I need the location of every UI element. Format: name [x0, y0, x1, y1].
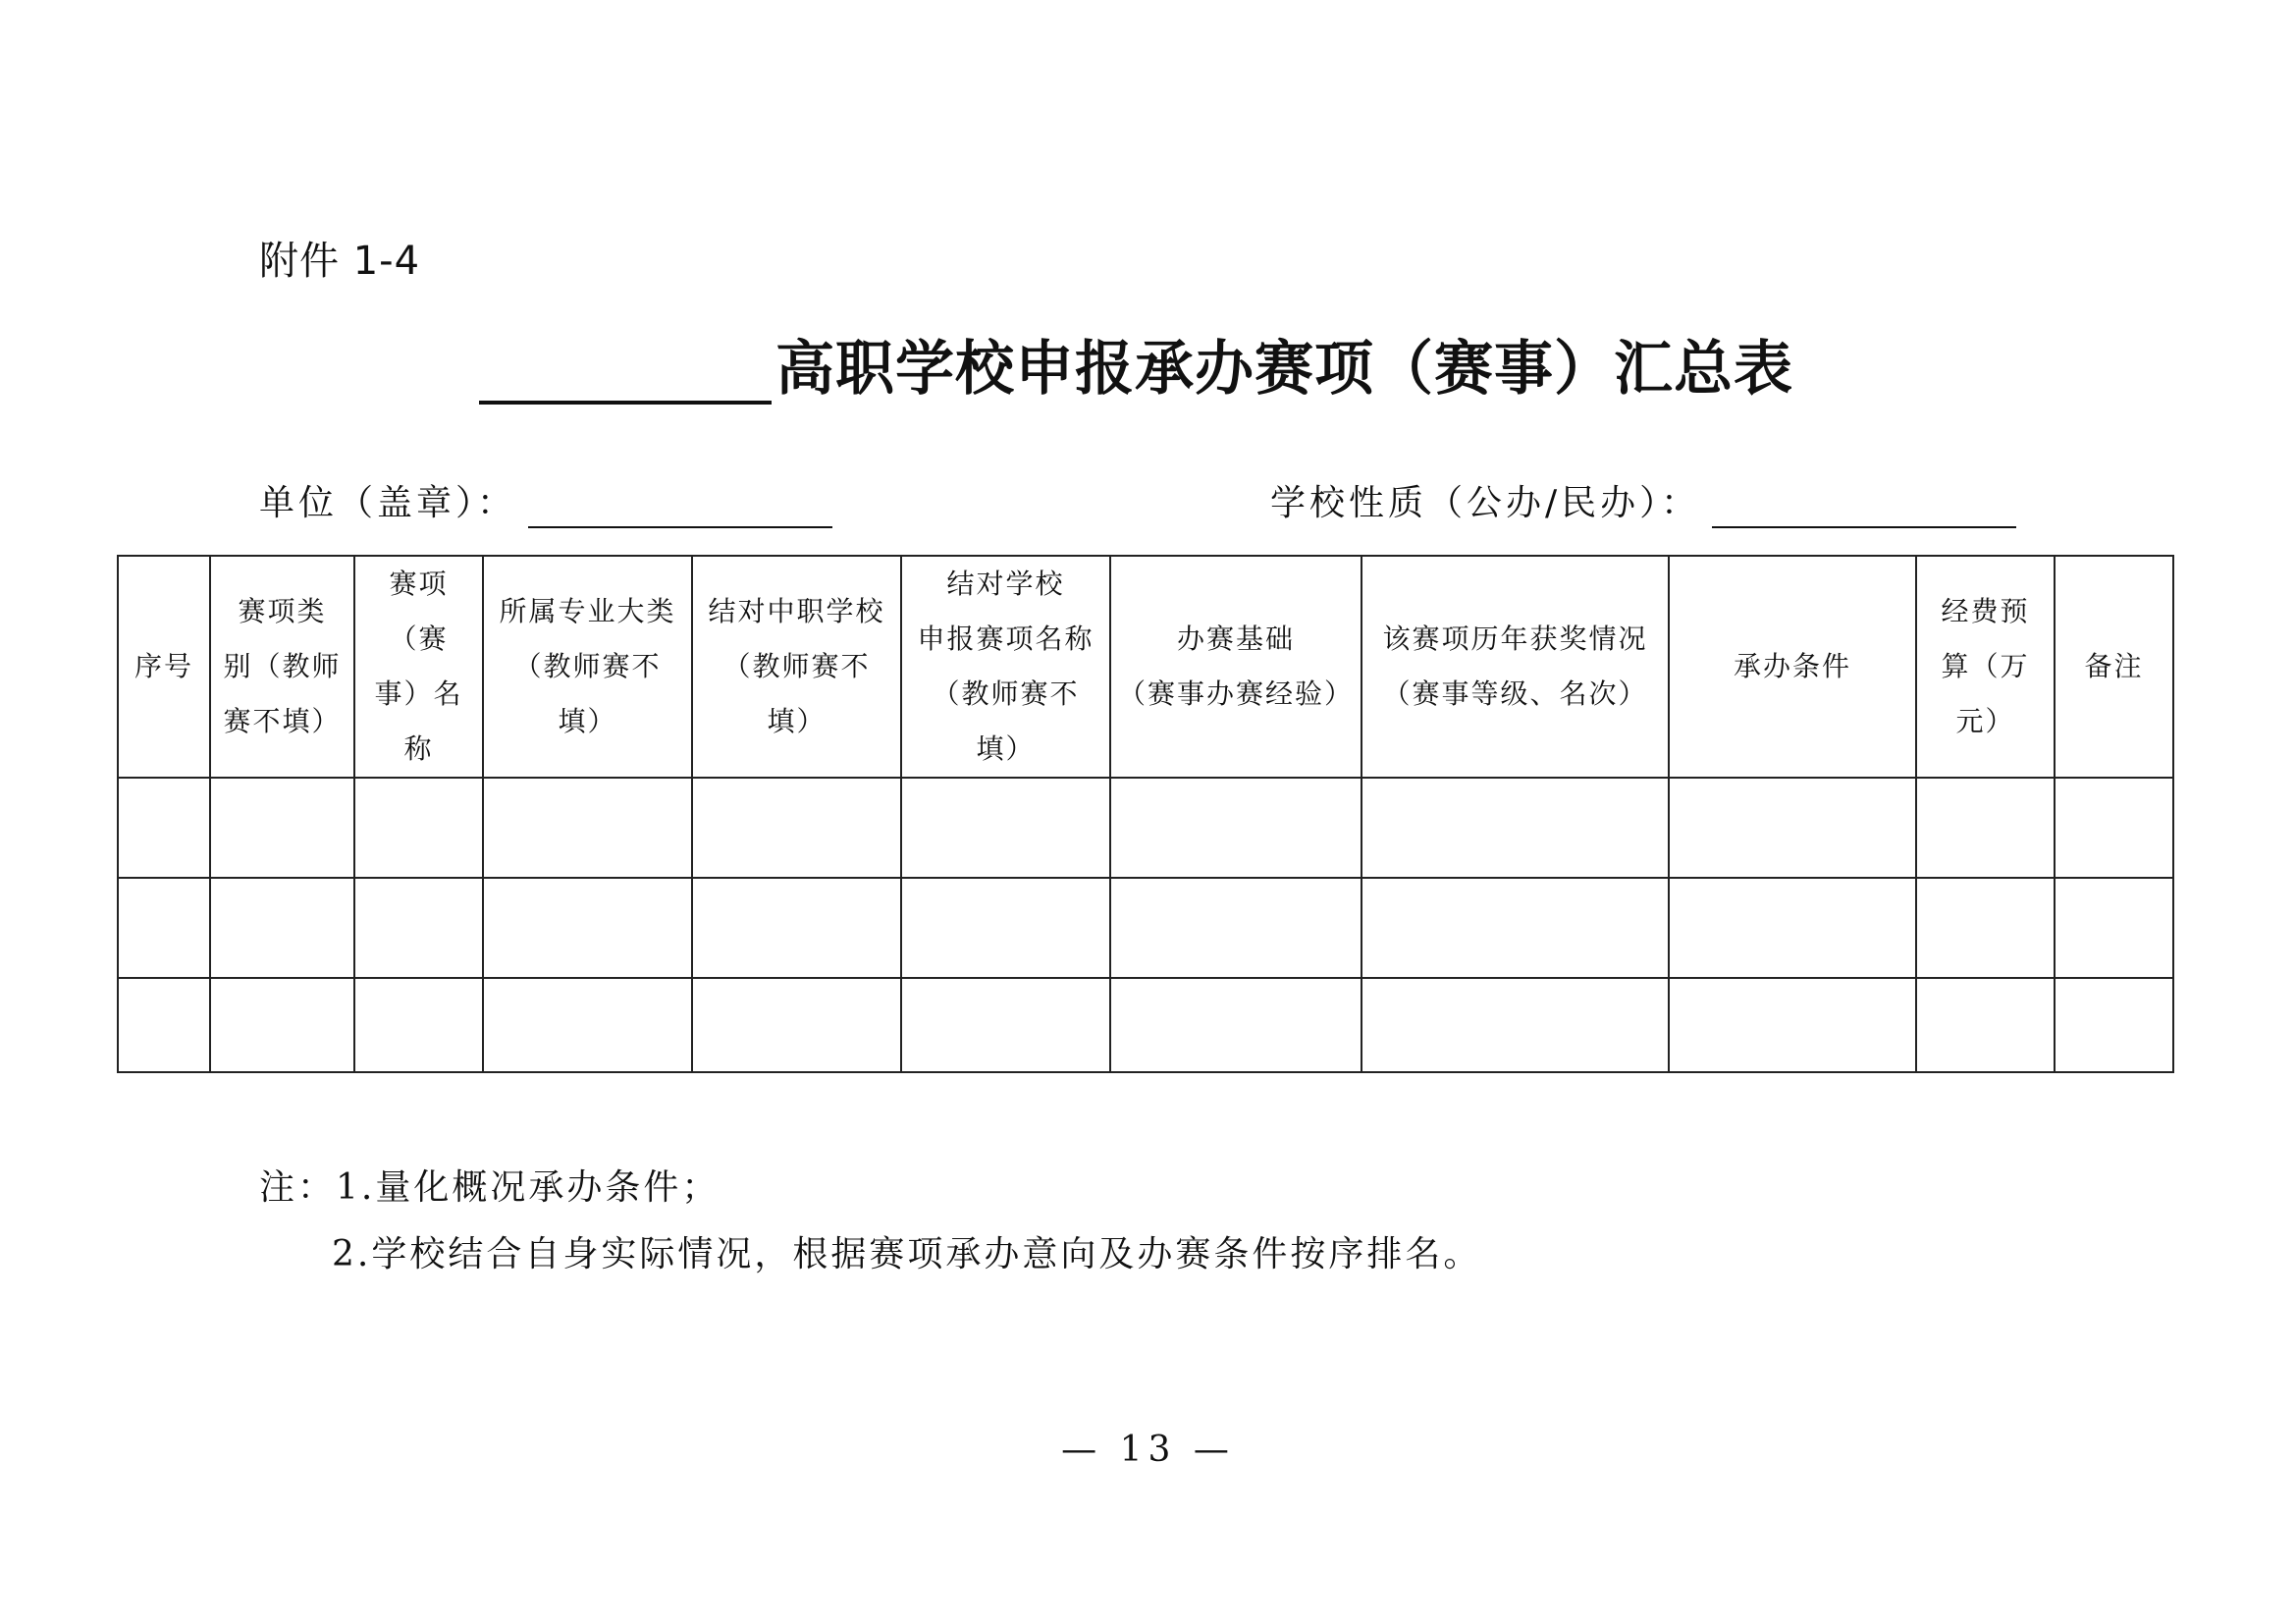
column-header-paired-event-name: 结对学校 申报赛项名称 （教师赛不 填）: [901, 556, 1110, 778]
column-header-event-name: 赛项 （赛 事）名 称: [354, 556, 483, 778]
column-header-award-history: 该赛项历年获奖情况 （赛事等级、名次）: [1362, 556, 1669, 778]
table-cell: [483, 878, 692, 978]
table-cell: [1916, 878, 2055, 978]
column-header-major-category: 所属专业大类 （教师赛不 填）: [483, 556, 692, 778]
table-cell: [692, 778, 901, 878]
column-header-serial-number: 序号: [118, 556, 210, 778]
table-cell: [2055, 878, 2173, 978]
table-cell: [1669, 978, 1916, 1072]
table-cell: [210, 978, 354, 1072]
table-cell: [210, 878, 354, 978]
unit-stamp-label: 单位（盖章）：: [259, 483, 517, 523]
note-line-2: 2.学校结合自身实际情况，根据赛项承办意向及办赛条件按序排名。: [332, 1234, 1482, 1274]
table-cell: [210, 778, 354, 878]
table-row: [118, 878, 2173, 978]
table-cell: [1362, 778, 1669, 878]
table-cell: [1110, 978, 1362, 1072]
document-title-row: [0, 324, 2296, 422]
school-type-label: 学校性质（公办/民办）：: [1270, 483, 1701, 523]
table-row: [118, 978, 2173, 1072]
table-cell: [692, 978, 901, 1072]
table-cell: [901, 778, 1110, 878]
table-cell: [692, 878, 901, 978]
column-header-paired-school: 结对中职学校 （教师赛不 填）: [692, 556, 901, 778]
document-title: 高职学校申报承办赛项（赛事）汇总表: [775, 335, 1793, 404]
table-cell: [483, 978, 692, 1072]
note-line-1: 注：1.量化概况承办条件；: [259, 1167, 721, 1208]
unit-stamp-blank: [528, 483, 832, 528]
table-cell: [1916, 778, 2055, 878]
school-type-blank: [1712, 483, 2016, 528]
table-cell: [1110, 878, 1362, 978]
table-cell: [483, 778, 692, 878]
title-fill-blank: [479, 324, 772, 405]
summary-table: [117, 555, 2174, 1073]
table-row: [118, 778, 2173, 878]
table-cell: [1669, 878, 1916, 978]
unit-stamp-field: [259, 479, 832, 528]
table-cell: [1362, 878, 1669, 978]
table-cell: [354, 978, 483, 1072]
table-cell: [118, 878, 210, 978]
column-header-remarks: 备注: [2055, 556, 2173, 778]
column-header-hosting-foundation: 办赛基础 （赛事办赛经验）: [1110, 556, 1362, 778]
column-header-hosting-conditions: 承办条件: [1669, 556, 1916, 778]
table-cell: [118, 778, 210, 878]
table-cell: [901, 978, 1110, 1072]
table-cell: [901, 878, 1110, 978]
attachment-label: 附件 1-4: [259, 239, 421, 284]
table-cell: [1110, 778, 1362, 878]
table-cell: [2055, 778, 2173, 878]
table-cell: [2055, 978, 2173, 1072]
notes-section: [259, 1155, 1481, 1288]
table-cell: [118, 978, 210, 1072]
column-header-budget: 经费预 算（万 元）: [1916, 556, 2055, 778]
table-cell: [1916, 978, 2055, 1072]
table-cell: [1362, 978, 1669, 1072]
table-header-row: [118, 556, 2173, 778]
table-cell: [1669, 778, 1916, 878]
page-number: — 13 —: [1061, 1430, 1235, 1470]
table-cell: [354, 878, 483, 978]
school-type-field: [1270, 479, 2016, 528]
table-cell: [354, 778, 483, 878]
column-header-event-category: 赛项类 别（教师 赛不填）: [210, 556, 354, 778]
